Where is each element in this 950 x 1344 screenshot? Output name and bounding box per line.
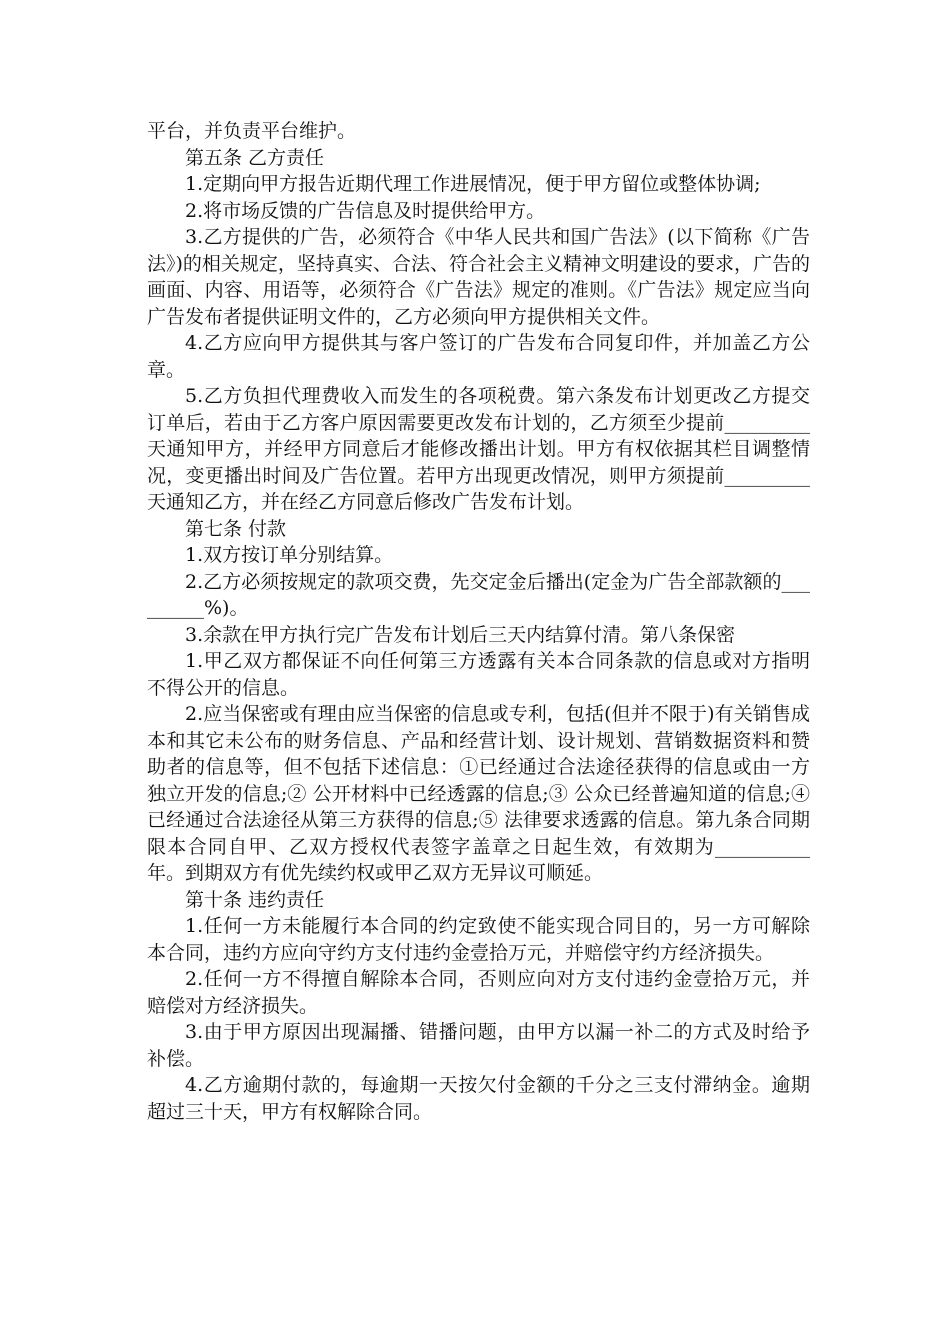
article-10-item-3: 3.由于甲方原因出现漏播、错播问题，由甲方以漏一补二的方式及时给予补偿。 bbox=[147, 1021, 810, 1070]
document-page bbox=[147, 118, 810, 1125]
article-8-item-2-and-article-9: 2.应当保密或有理由应当保密的信息或专利，包括(但并不限于)有关销售成本和其它未公布的财务信息、产品和经营计划、设计规划、营销数据资料和赞助者的信息等，但不包括下述信息：①已经通过合法途径获得的信息或由一方独立开发的信息;② 公开材料中已经透露的信息;③ 公众已经普遍知道的信息;④ 已经通过合法途径从第三方获得的信息;⑤ 法律要求透露的信息。第九条合同期限本合同自甲、乙双方授权代表签字盖章之日起生效，有效期为__________年。到期双方有优先续约权或甲乙双方无异议可顺延。 bbox=[147, 703, 810, 884]
article-5-heading: 第五条 乙方责任 bbox=[185, 146, 325, 169]
article-7-item-2: 2.乙方必须按规定的款项交费，先交定金后播出(定金为广告全部款额的_________%)。 bbox=[147, 570, 810, 619]
article-7-item-1: 1.双方按订单分别结算。 bbox=[185, 544, 394, 566]
article-10-item-2: 2.任何一方不得擅自解除本合同，否则应向对方支付违约金壹拾万元，并赔偿对方经济损失。 bbox=[147, 968, 810, 1017]
article-10-item-4: 4.乙方逾期付款的，每逾期一天按欠付金额的千分之三支付滞纳金。逾期超过三十天，甲方有权解除合同。 bbox=[147, 1074, 810, 1123]
article-7-heading: 第七条 付款 bbox=[185, 517, 287, 540]
paragraph-continuation: 平台，并负责平台维护。 bbox=[147, 120, 357, 142]
article-5-item-3: 3.乙方提供的广告，必须符合《中华人民共和国广告法》(以下简称《广告法》)的相关规定，坚持真实、合法、符合社会主义精神文明建设的要求，广告的画面、内容、用语等，必须符合《广告法》规定的准则。《广告法》规定应当向广告发布者提供证明文件的，乙方必须向甲方提供相关文件。 bbox=[147, 226, 810, 328]
article-7-item-3-and-article-8: 3.余款在甲方执行完广告发布计划后三天内结算付清。第八条保密 bbox=[185, 623, 736, 646]
article-10-heading: 第十条 违约责任 bbox=[185, 888, 325, 911]
article-10-item-1: 1.任何一方未能履行本合同的约定致使不能实现合同目的，另一方可解除本合同，违约方应向守约方支付违约金壹拾万元，并赔偿守约方经济损失。 bbox=[147, 915, 810, 964]
article-5-item-2: 2.将市场反馈的广告信息及时提供给甲方。 bbox=[185, 199, 546, 222]
article-8-item-1: 1.甲乙双方都保证不向任何第三方透露有关本合同条款的信息或对方指明不得公开的信息。 bbox=[147, 650, 810, 699]
article-5-item-1: 1.定期向甲方报告近期代理工作进展情况，便于甲方留位或整体协调; bbox=[185, 173, 761, 195]
article-5-item-5-and-article-6: 5.乙方负担代理费收入而发生的各项税费。第六条发布计划更改乙方提交订单后，若由于乙方客户原因需要更改发布计划的，乙方须至少提前_________天通知甲方，并经甲方同意后才能修改播出计划。甲方有权依据其栏目调整情况，变更播出时间及广告位置。若甲方出现更改情况，则甲方须提前_________天通知乙方，并在经乙方同意后修改广告发布计划。 bbox=[147, 385, 810, 513]
article-5-item-4: 4.乙方应向甲方提供其与客户签订的广告发布合同复印件，并加盖乙方公章。 bbox=[147, 332, 810, 381]
